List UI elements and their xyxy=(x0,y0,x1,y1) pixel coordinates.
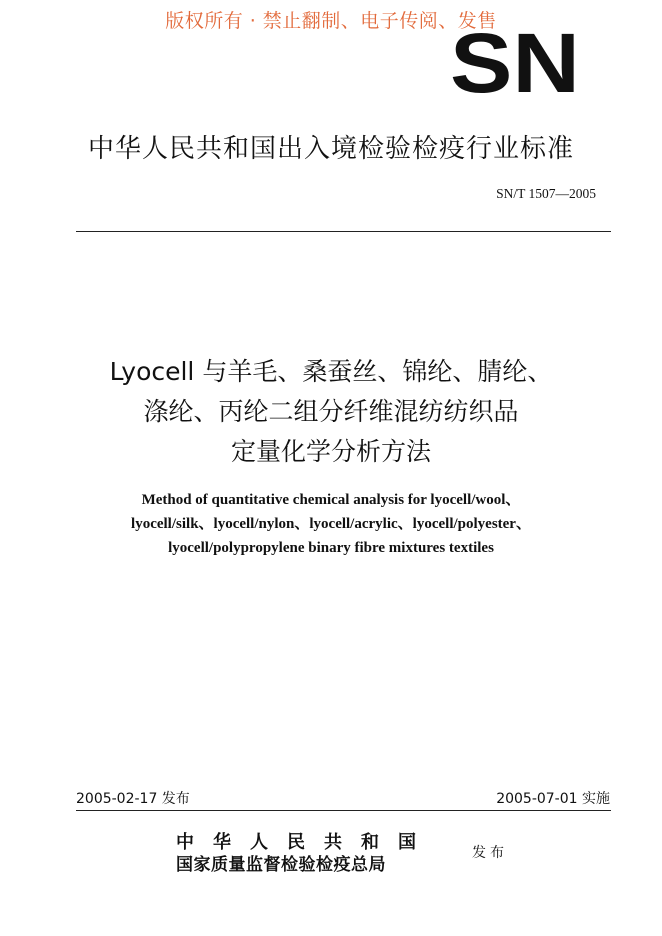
implementation-date: 2005-07-01 实施 xyxy=(496,791,610,807)
copyright-watermark: 版权所有 · 禁止翻制、电子传阅、发售 xyxy=(165,10,497,32)
bottom-divider xyxy=(76,810,611,811)
issuer-line-2: 国家质量监督检验检疫总局 xyxy=(176,855,386,875)
issuer-line-1: 中华人民共和国 xyxy=(176,832,435,853)
sn-logo xyxy=(449,30,581,94)
issue-date: 2005-02-17 发布 xyxy=(76,791,190,807)
sn-logo-graphic xyxy=(449,30,581,94)
issue-label: 发布 xyxy=(472,845,508,861)
title-cn-line-2: 涤纶、丙纶二组分纤维混纺纺织品 xyxy=(143,397,519,426)
title-english xyxy=(40,488,622,560)
standard-number: SN/T 1507—2005 xyxy=(496,186,596,201)
organization-title: 中华人民共和国出入境检验检疫行业标准 xyxy=(87,134,574,164)
top-divider xyxy=(76,231,611,232)
title-en-line-1: Method of quantitative chemical analysis for lyocell/wool、 xyxy=(141,492,521,508)
issuing-authority xyxy=(176,832,466,876)
title-cn-line-3: 定量化学分析方法 xyxy=(230,437,431,466)
sn-logo-text: SN xyxy=(450,30,580,94)
title-chinese xyxy=(40,352,622,472)
title-cn-line-1: Lyocell 与羊毛、桑蚕丝、锦纶、腈纶、 xyxy=(109,357,553,386)
title-en-line-2: lyocell/silk、lyocell/nylon、lyocell/acrylic、lyocell/polyester、 xyxy=(131,516,531,532)
title-en-line-3: lyocell/polypropylene binary fibre mixtures textiles xyxy=(168,540,494,556)
